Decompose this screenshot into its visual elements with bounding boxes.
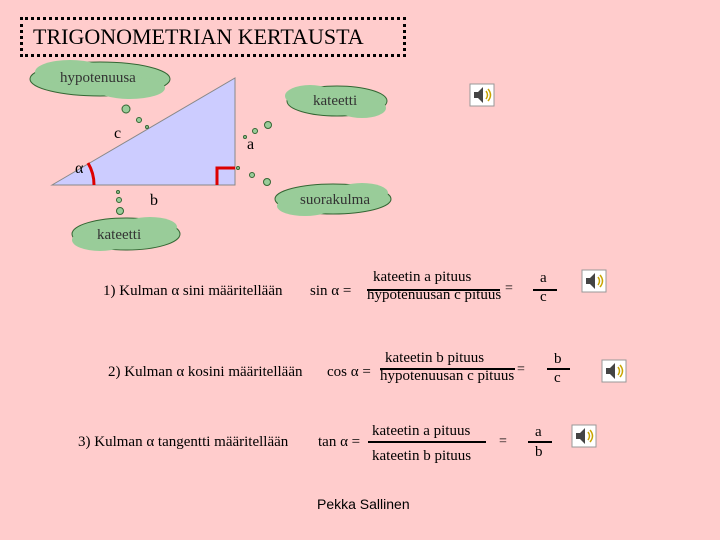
speaker-icon[interactable] — [468, 82, 496, 108]
sine-definition-label: 1) Kulman α sini määritellään — [103, 283, 283, 299]
cosine-numerator: kateetin b pituus — [385, 350, 485, 366]
leg-b-label: kateetti — [97, 227, 142, 243]
cosine-definition-label: 2) Kulman α kosini määritellään — [108, 364, 303, 380]
leg-a-label: kateetti — [313, 93, 358, 109]
side-b-label: b — [150, 192, 158, 209]
speaker-icon[interactable] — [600, 358, 628, 384]
sine-result-numerator: a — [540, 270, 547, 286]
tangent-result-denominator: b — [535, 444, 543, 460]
sine-numerator: kateetin a pituus — [373, 269, 472, 285]
right-angle-label: suorakulma — [300, 192, 370, 208]
tangent-result-numerator: a — [535, 424, 542, 440]
alpha-label: α — [75, 160, 84, 177]
hypotenuse-label: hypotenuusa — [60, 70, 136, 86]
tangent-definition-label: 3) Kulman α tangentti määritellään — [78, 434, 289, 450]
cosine-result-denominator: c — [554, 370, 561, 386]
sine-lhs: sin α = — [310, 283, 352, 299]
side-a-label: a — [247, 136, 255, 153]
cosine-result-numerator: b — [554, 351, 562, 367]
speaker-icon[interactable] — [580, 268, 608, 294]
page-title: TRIGONOMETRIAN KERTAUSTA — [20, 17, 406, 57]
author-footer: Pekka Sallinen — [317, 496, 410, 512]
tangent-denominator: kateetin b pituus — [372, 448, 472, 464]
cosine-equals: = — [517, 362, 525, 377]
tangent-equals: = — [499, 434, 507, 449]
tangent-numerator: kateetin a pituus — [372, 423, 471, 439]
speaker-icon[interactable] — [570, 423, 598, 449]
sine-result-denominator: c — [540, 289, 547, 305]
sine-equals: = — [505, 281, 513, 296]
cosine-lhs: cos α = — [327, 364, 371, 380]
side-c-label: c — [114, 125, 122, 142]
tangent-lhs: tan α = — [318, 434, 361, 450]
sine-denominator: hypotenuusan c pituus — [367, 287, 502, 303]
cosine-denominator: hypotenuusan c pituus — [380, 368, 515, 384]
